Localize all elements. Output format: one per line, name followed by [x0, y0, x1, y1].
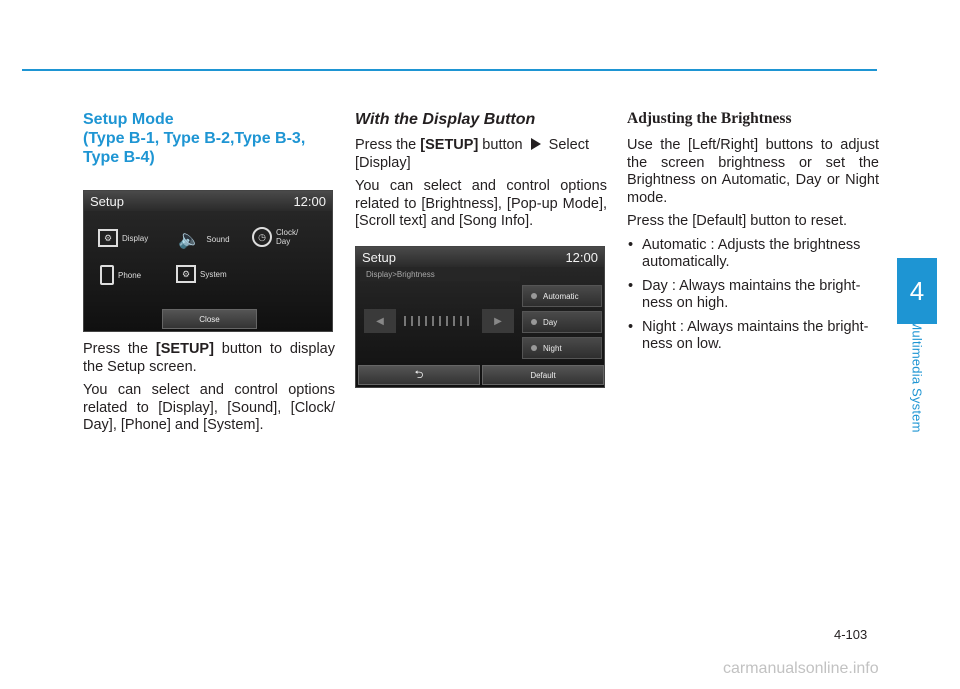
screen-title-bar	[84, 191, 332, 211]
back-button	[358, 365, 480, 385]
setup-mode-heading: Setup Mode (Type B-1, Type B-2,Type B-3, Type B-4)	[83, 111, 306, 166]
clock-day-item: ◷ Clock/ Day	[252, 227, 298, 247]
brightness-ticks	[404, 316, 474, 326]
screen-title: Setup	[362, 249, 396, 265]
column-setup-mode	[83, 110, 335, 167]
system-gear-icon: ⚙	[176, 265, 196, 283]
option-day: Day	[522, 311, 602, 333]
setup-para-2: You can select and control options related to [Display], [Sound], [Clock/ Day], [Phone] and [System].	[83, 382, 335, 433]
brightness-list	[627, 237, 879, 354]
display-gear-icon: ⚙	[98, 229, 118, 247]
back-icon: ⮌	[414, 368, 424, 381]
screen-title-bar	[356, 247, 604, 267]
setup-mode-body	[83, 341, 335, 441]
chapter-title: Multimedia System	[909, 319, 925, 433]
chapter-tab	[897, 258, 937, 324]
close-button: Close	[162, 309, 257, 329]
column-brightness	[627, 110, 879, 360]
screen-clock: 12:00	[565, 249, 598, 265]
list-item: • Night : Always maintains the bright- ness on low.	[627, 319, 879, 354]
phone-icon	[100, 265, 114, 285]
system-item: ⚙ System	[176, 265, 227, 283]
brightness-para-2: Press the [Default] button to reset.	[627, 213, 848, 229]
left-arrow-icon: ◀	[364, 309, 396, 333]
radio-icon	[531, 293, 537, 299]
breadcrumb: Display>Brightness	[360, 269, 520, 281]
list-item: • Day : Always maintains the bright- ness on high.	[627, 278, 879, 313]
watermark: carmanualsonline.info	[723, 660, 879, 677]
display-para-1: Press the [SETUP] button Select [Display]	[355, 137, 589, 171]
clock-icon: ◷	[252, 227, 272, 247]
chapter-number: 4	[909, 275, 925, 306]
brightness-heading: Adjusting the Brightness	[627, 110, 792, 127]
brightness-para-1: Use the [Left/Right] buttons to adjust the screen brightness or set the Brightness on Automatic, Day or Night mode.	[627, 137, 879, 206]
display-button-heading: With the Display Button	[355, 111, 536, 128]
arrow-right-icon	[531, 138, 541, 150]
default-button: Default	[482, 365, 604, 385]
radio-icon	[531, 345, 537, 351]
header-rule	[22, 69, 877, 71]
option-automatic: Automatic	[522, 285, 602, 307]
display-item: ⚙ Display	[98, 229, 148, 247]
list-item: • Automatic : Adjusts the brightness automatically.	[627, 237, 879, 272]
option-night: Night	[522, 337, 602, 359]
speaker-icon: 🔈	[178, 229, 201, 249]
page-number: 4-103	[834, 627, 868, 642]
screen-clock: 12:00	[293, 193, 326, 209]
sound-item: 🔈 Sound	[178, 229, 230, 249]
setup-para-1: Press the [SETUP] button to display the Setup screen.	[83, 341, 335, 375]
display-para-2: You can select and control options related to [Brightness], [Pop-up Mode], [Scroll text] and [Song Info].	[355, 178, 607, 229]
radio-icon	[531, 319, 537, 325]
phone-item: Phone	[100, 265, 141, 285]
screen-title: Setup	[90, 193, 124, 209]
brightness-screen-image	[355, 246, 605, 388]
brightness-slider	[364, 309, 514, 333]
column-display-button	[355, 110, 607, 237]
setup-screen-image	[83, 190, 333, 332]
right-arrow-icon: ▶	[482, 309, 514, 333]
